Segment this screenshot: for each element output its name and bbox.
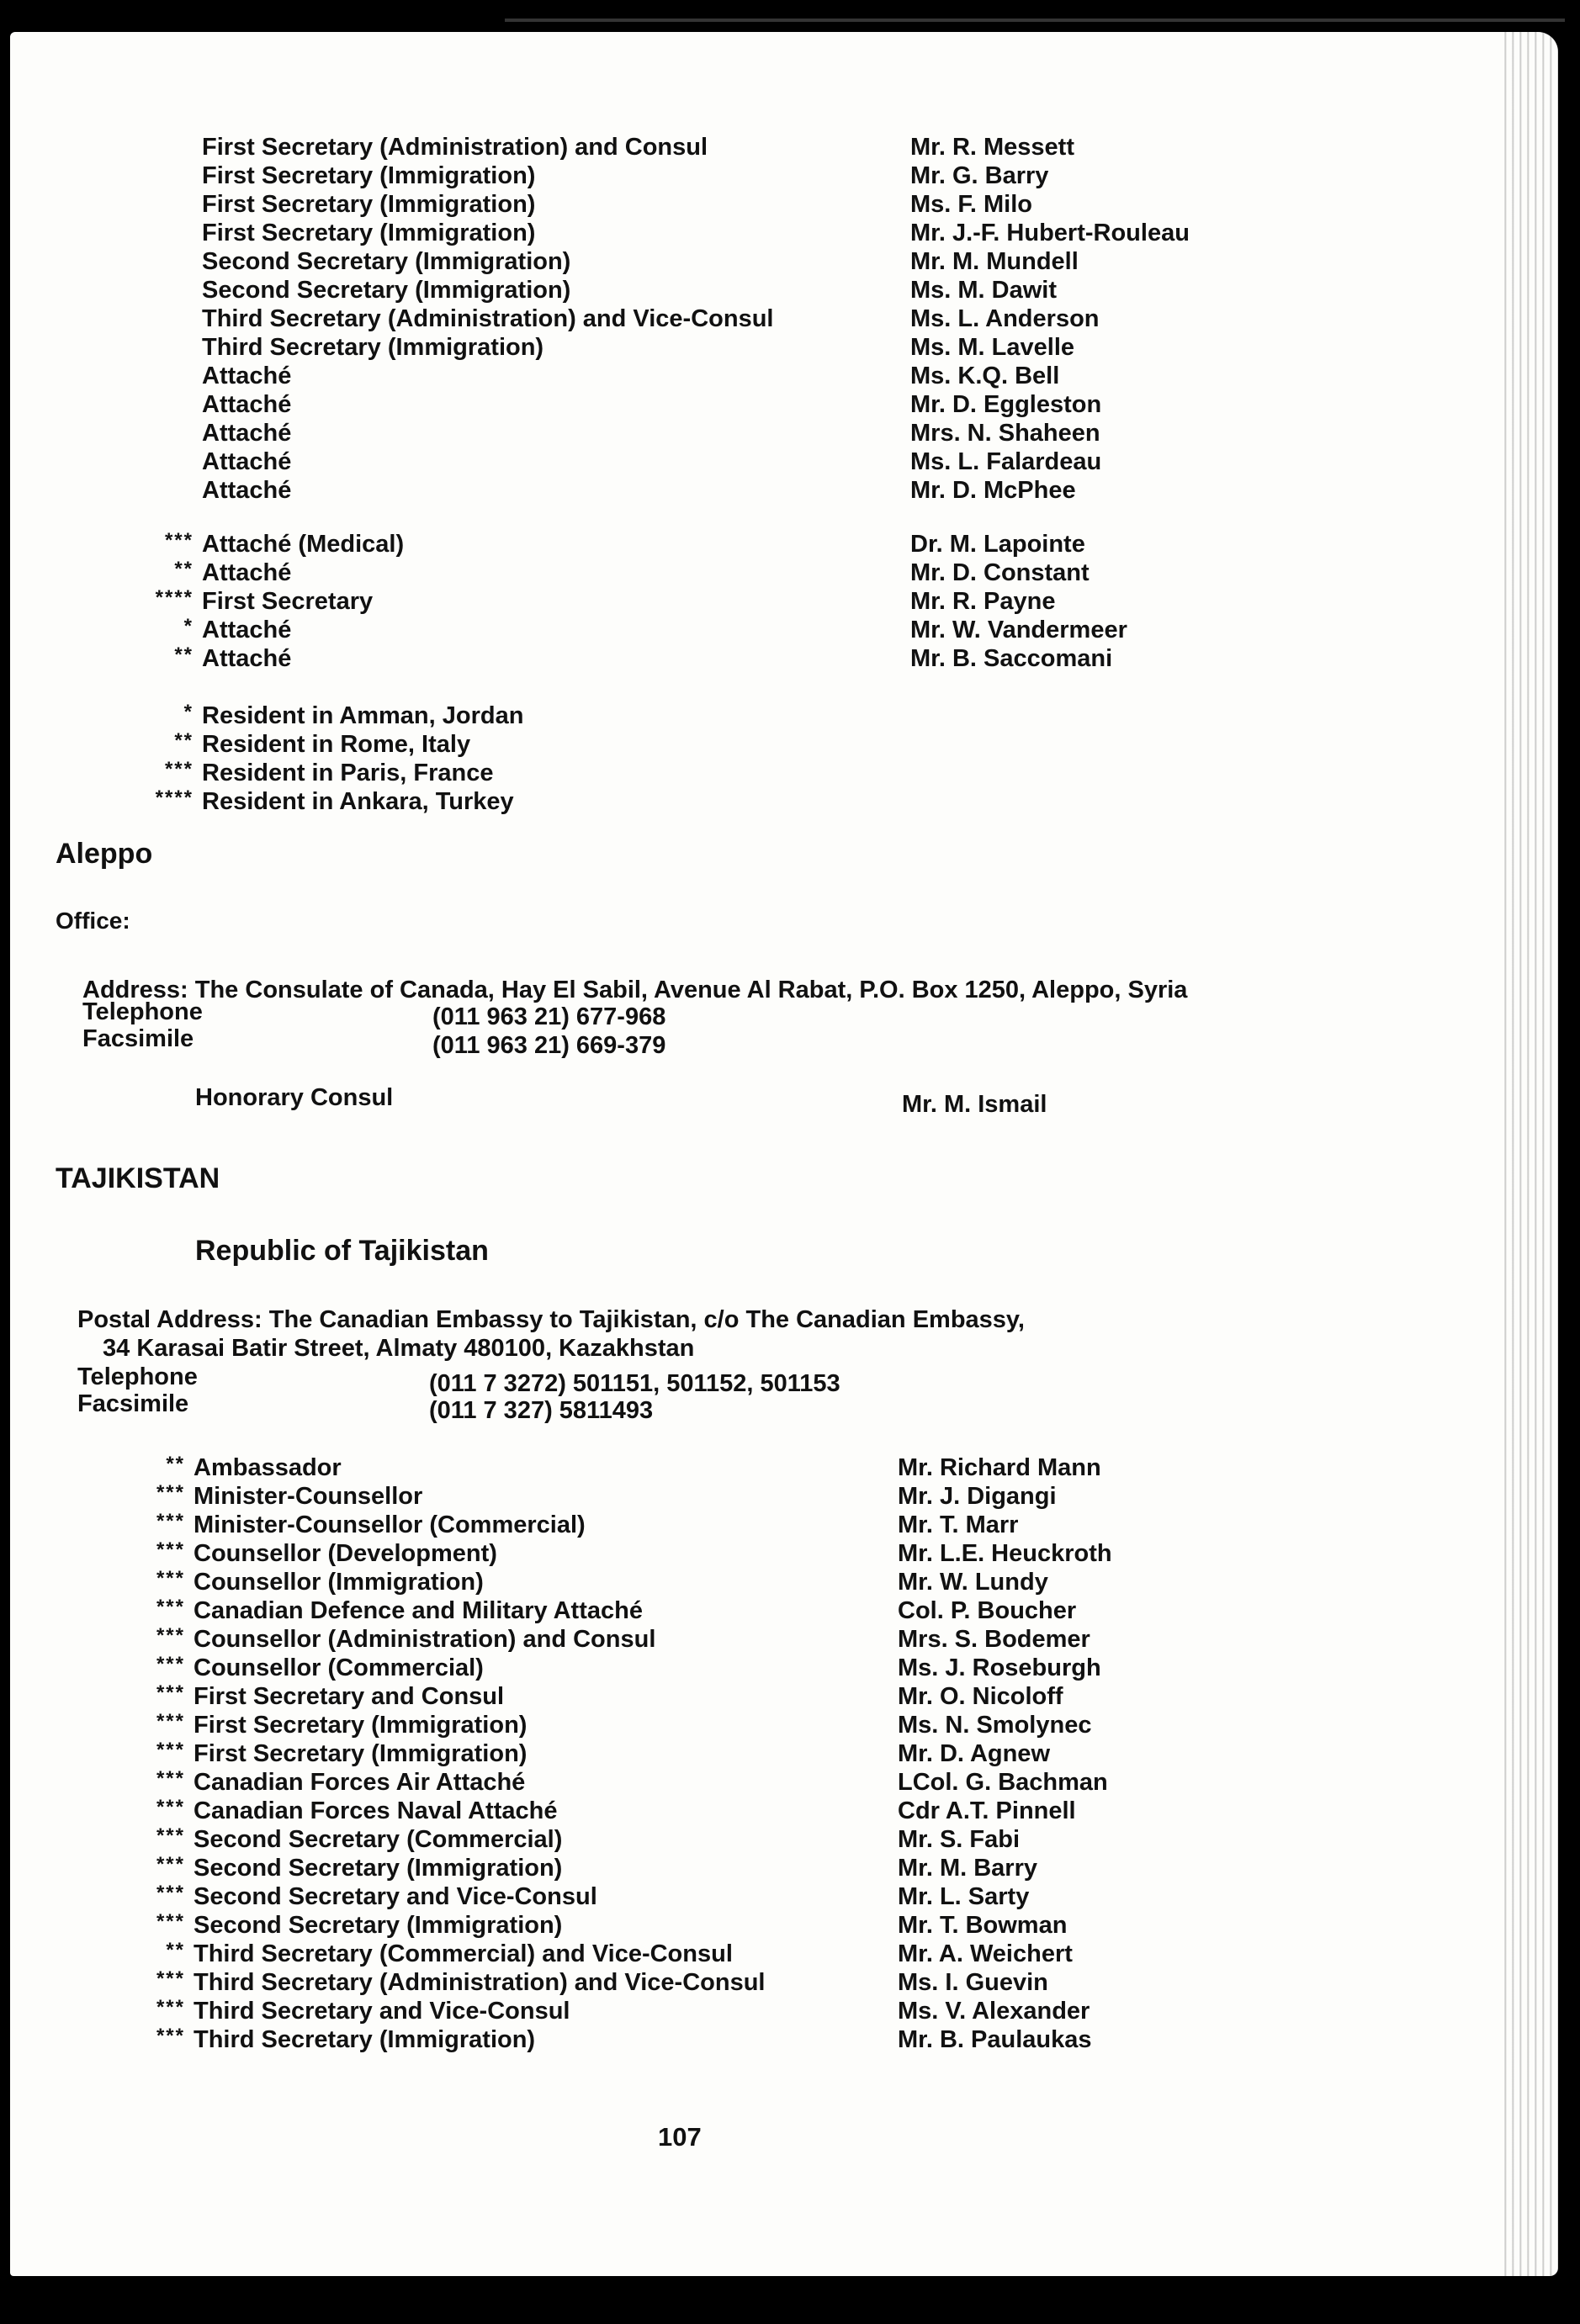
syria-staff-list [10,133,1499,505]
roster-row [10,390,1499,419]
roster-row [10,1911,1499,1940]
staff-name: Mrs. N. Shaheen [910,420,1100,447]
staff-name: Mr. J. Digangi [898,1483,1057,1510]
facsimile-label: Facsimile [77,1390,189,1417]
residence-marker: *** [164,529,194,552]
page-number: 107 [658,2122,702,2152]
residence-marker: ** [174,558,194,580]
staff-name: Mr. D. Eggleston [910,391,1102,418]
staff-name: Mr. A. Weichert [898,1940,1073,1967]
syria-nonresident-list [10,530,1499,673]
position-title: Attaché [202,363,292,389]
position-title: Second Secretary (Immigration) [194,1855,563,1882]
roster-row [10,1711,1499,1739]
roster-row [10,616,1499,644]
roster-row [10,730,1499,759]
page-stack-edge [1499,32,1558,2276]
position-title: Attaché [202,617,292,643]
staff-name: Ms. L. Falardeau [910,448,1102,475]
position-title: Second Secretary (Immigration) [202,248,571,275]
residence-marker: *** [156,1567,185,1590]
aleppo-heading: Aleppo [56,838,153,870]
roster-row [10,1539,1499,1568]
position-title: First Secretary (Immigration) [202,220,536,246]
roster-row [10,1453,1499,1482]
roster-row [10,1654,1499,1682]
staff-name: Mr. D. Agnew [898,1740,1050,1767]
position-title: First Secretary (Immigration) [194,1740,528,1767]
position-title: Third Secretary (Commercial) and Vice-Consul [194,1940,733,1967]
position-title: Third Secretary (Administration) and Vice-Consul [202,305,774,332]
position-title: Third Secretary (Administration) and Vice-Consul [194,1969,766,1996]
staff-name: Mr. W. Vandermeer [910,617,1127,643]
position-title: First Secretary (Immigration) [202,191,536,218]
position-title: Resident in Amman, Jordan [202,702,524,729]
position-title: Attaché [202,559,292,586]
residence-marker: *** [156,1853,185,1876]
staff-name: Ms. M. Dawit [910,277,1058,304]
staff-name: Mr. S. Fabi [898,1826,1021,1853]
roster-row [10,1625,1499,1654]
residence-marker: *** [156,1481,185,1504]
roster-row [10,247,1499,276]
position-title: Counsellor (Development) [194,1540,497,1567]
staff-name: Col. P. Boucher [898,1597,1077,1624]
facsimile-label: Facsimile [82,1025,194,1052]
roster-row [10,1596,1499,1625]
roster-row [10,1854,1499,1882]
position-title: Third Secretary (Immigration) [194,2026,536,2053]
position-title: Second Secretary (Immigration) [202,277,571,304]
roster-row [10,701,1499,730]
roster-row [10,587,1499,616]
roster-row [10,1482,1499,1511]
position-title: Counsellor (Commercial) [194,1654,484,1681]
postal-address-line-1: Postal Address: The Canadian Embassy to Tajikistan, c/o The Canadian Embassy, [77,1306,1025,1333]
roster-row [10,1825,1499,1854]
staff-name: Mr. T. Bowman [898,1912,1068,1939]
roster-row [10,476,1499,505]
position-title: Counsellor (Administration) and Consul [194,1626,656,1653]
staff-name: Mr. J.-F. Hubert-Rouleau [910,220,1190,246]
facsimile-value: (011 7 327) 5811493 [429,1397,654,1424]
roster-row [10,1739,1499,1768]
residence-marker: ** [174,643,194,666]
position-title: Canadian Forces Naval Attaché [194,1797,558,1824]
position-title: Canadian Forces Air Attaché [194,1769,526,1796]
staff-name: Mr. M. Barry [898,1855,1037,1882]
position-title: First Secretary (Immigration) [194,1712,528,1739]
position-title: First Secretary [202,588,374,615]
residence-marker: *** [164,758,194,781]
document-page [10,32,1558,2276]
position-title: Counsellor (Immigration) [194,1569,484,1596]
position-title: Resident in Paris, France [202,760,494,786]
honorary-consul-title: Honorary Consul [195,1084,394,1111]
residence-marker: ** [174,729,194,752]
roster-row [10,1968,1499,1997]
staff-name: Mr. M. Mundell [910,248,1079,275]
residence-marker: *** [156,2025,185,2047]
roster-row [10,1511,1499,1539]
position-title: Resident in Rome, Italy [202,731,471,758]
residence-marker: * [183,701,194,723]
residence-marker: *** [156,1596,185,1618]
roster-row [10,219,1499,247]
position-title: Attaché (Medical) [202,531,405,558]
position-title: Third Secretary (Immigration) [202,334,544,361]
roster-row [10,333,1499,362]
staff-name: Mr. D. Constant [910,559,1090,586]
roster-row [10,1797,1499,1825]
position-title: Ambassador [194,1454,342,1481]
residence-marker: ** [166,1453,185,1475]
tajikistan-heading: TAJIKISTAN [56,1162,220,1194]
roster-row [10,447,1499,476]
staff-name: Mr. T. Marr [898,1511,1019,1538]
position-title: Third Secretary and Vice-Consul [194,1998,570,2025]
telephone-value: (011 7 3272) 501151, 501152, 501153 [429,1370,840,1397]
staff-name: LCol. G. Bachman [898,1769,1108,1796]
residence-legend [10,701,1499,816]
residence-marker: *** [156,1910,185,1933]
roster-row [10,787,1499,816]
scan-edge-line [505,19,1565,22]
roster-row [10,304,1499,333]
staff-name: Ms. N. Smolynec [898,1712,1092,1739]
staff-name: Ms. I. Guevin [898,1969,1048,1996]
roster-row [10,759,1499,787]
position-title: Second Secretary (Immigration) [194,1912,563,1939]
staff-name: Cdr A.T. Pinnell [898,1797,1076,1824]
roster-row [10,161,1499,190]
residence-marker: *** [156,1538,185,1561]
position-title: Canadian Defence and Military Attaché [194,1597,643,1624]
residence-marker: * [183,615,194,638]
position-title: Attaché [202,477,292,504]
postal-address-line-2: 34 Karasai Batir Street, Almaty 480100, Kazakhstan [103,1335,695,1362]
roster-row [10,644,1499,673]
page-content [10,32,1499,2276]
roster-row [10,133,1499,161]
staff-name: Mr. W. Lundy [898,1569,1048,1596]
residence-marker: *** [156,1624,185,1647]
residence-marker: *** [156,1739,185,1761]
staff-name: Dr. M. Lapointe [910,531,1085,558]
position-title: Second Secretary (Commercial) [194,1826,563,1853]
roster-row [10,530,1499,559]
staff-name: Mrs. S. Bodemer [898,1626,1090,1653]
residence-marker: *** [156,1653,185,1676]
staff-name: Mr. B. Saccomani [910,645,1113,672]
tajikistan-subheading: Republic of Tajikistan [195,1235,489,1267]
honorary-consul-name: Mr. M. Ismail [902,1091,1047,1118]
residence-marker: *** [156,1681,185,1704]
staff-name: Ms. F. Milo [910,191,1032,218]
roster-row [10,1940,1499,1968]
roster-row [10,2025,1499,2054]
roster-row [10,559,1499,587]
staff-name: Mr. D. McPhee [910,477,1076,504]
position-title: First Secretary (Administration) and Consul [202,134,708,161]
roster-row [10,190,1499,219]
residence-marker: *** [156,1796,185,1818]
position-title: Minister-Counsellor [194,1483,423,1510]
staff-name: Ms. J. Roseburgh [898,1654,1101,1681]
roster-row [10,1882,1499,1911]
staff-name: Mr. L.E. Heuckroth [898,1540,1112,1567]
position-title: Resident in Ankara, Turkey [202,788,514,815]
position-title: First Secretary and Consul [194,1683,505,1710]
roster-row [10,419,1499,447]
roster-row [10,276,1499,304]
roster-row [10,1997,1499,2025]
staff-name: Mr. L. Sarty [898,1883,1030,1910]
residence-marker: **** [155,786,194,809]
residence-marker: *** [156,1882,185,1904]
staff-name: Ms. M. Lavelle [910,334,1075,361]
telephone-value: (011 963 21) 677-968 [432,1003,666,1030]
residence-marker: ** [166,1939,185,1961]
staff-name: Ms. L. Anderson [910,305,1100,332]
position-title: Attaché [202,420,292,447]
staff-name: Mr. B. Paulaukas [898,2026,1092,2053]
residence-marker: *** [156,1996,185,2019]
position-title: Attaché [202,645,292,672]
telephone-label: Telephone [77,1363,198,1390]
residence-marker: *** [156,1824,185,1847]
position-title: Second Secretary and Vice-Consul [194,1883,597,1910]
facsimile-value: (011 963 21) 669-379 [432,1032,666,1059]
roster-row [10,362,1499,390]
tajikistan-staff-list [10,1453,1499,2054]
residence-marker: *** [156,1710,185,1733]
position-title: First Secretary (Immigration) [202,162,536,189]
staff-name: Mr. O. Nicoloff [898,1683,1063,1710]
staff-name: Ms. V. Alexander [898,1998,1090,2025]
roster-row [10,1682,1499,1711]
position-title: Attaché [202,391,292,418]
position-title: Minister-Counsellor (Commercial) [194,1511,586,1538]
residence-marker: *** [156,1967,185,1990]
telephone-label: Telephone [82,998,203,1025]
aleppo-address: Address: The Consulate of Canada, Hay El Sabil, Avenue Al Rabat, P.O. Box 1250, Aleppo, Syria [82,977,1188,1003]
staff-name: Mr. G. Barry [910,162,1049,189]
staff-name: Mr. R. Messett [910,134,1074,161]
residence-marker: **** [155,586,194,609]
staff-name: Mr. R. Payne [910,588,1056,615]
office-label: Office: [56,908,130,934]
residence-marker: *** [156,1767,185,1790]
roster-row [10,1568,1499,1596]
staff-name: Mr. Richard Mann [898,1454,1101,1481]
position-title: Attaché [202,448,292,475]
staff-name: Ms. K.Q. Bell [910,363,1060,389]
residence-marker: *** [156,1510,185,1533]
roster-row [10,1768,1499,1797]
